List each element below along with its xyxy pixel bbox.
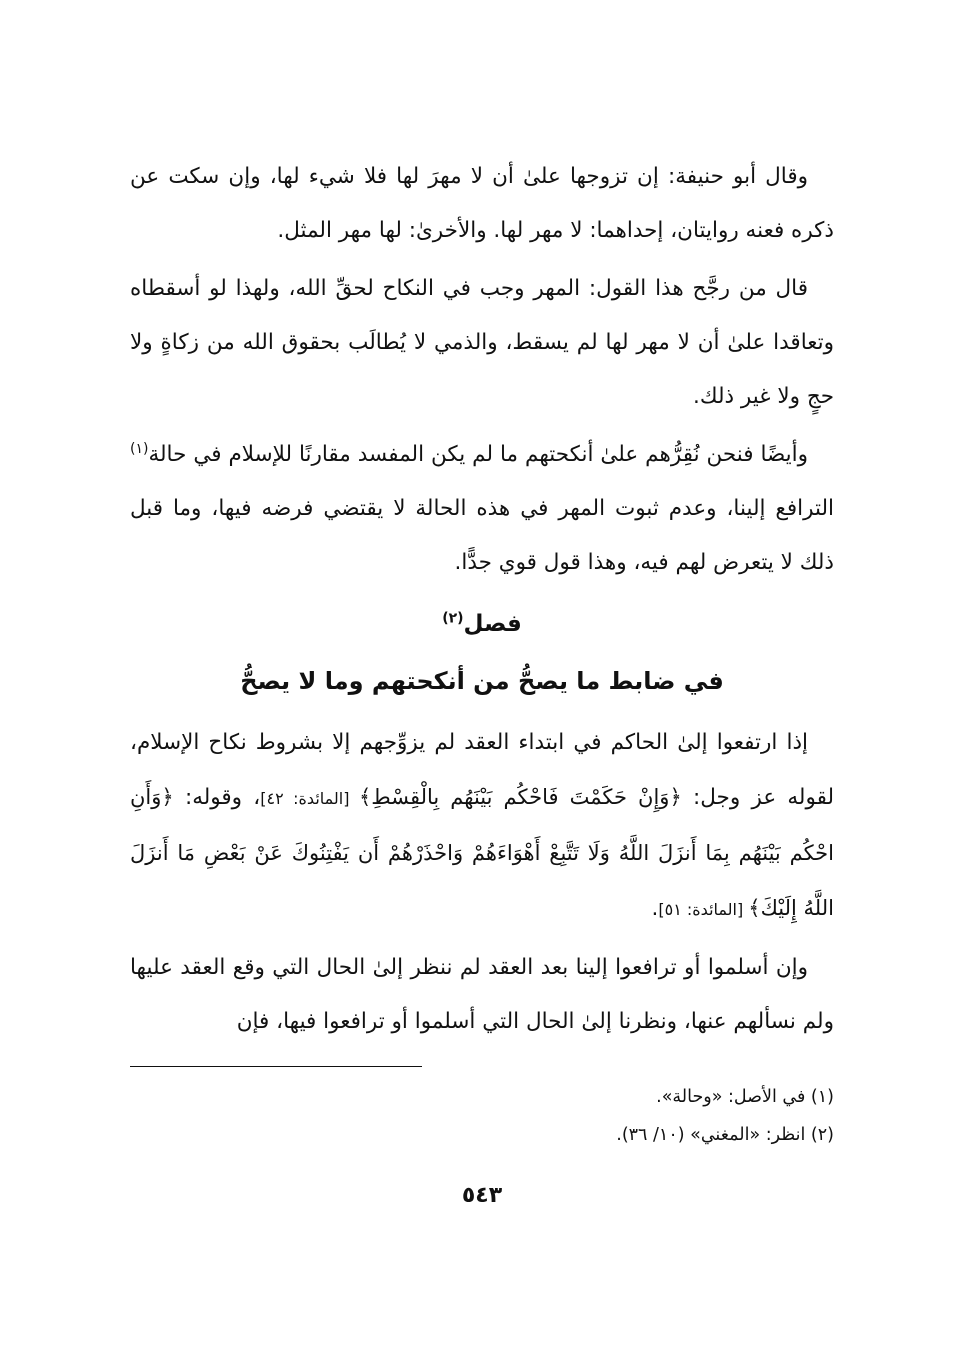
section-subtitle: في ضابط ما يصحُّ من أنكحتهم وما لا يصحُّ [240,667,724,695]
paragraph-abu-hanifa: وقال أبو حنيفة: إن تزوجها علىٰ أن لا مهرَ لها فلا شيء لها، وإن سكت عن ذكره فعنه روايتان، إحداهما: لا مهر لها. والأخرىٰ: لها مهر المثل. [130,164,834,243]
verse-reference-1: [المائدة: ٤٢] [260,789,359,808]
footnotes [130,1078,834,1154]
section-heading [130,596,834,652]
paragraph-iqrar-part2: الترافع إلينا، وعدم ثبوت المهر في هذه الحالة لا يقتضي فرضه فيها، وما قبل ذلك لا يتعرض لهم فيه، وهذا قول قوي جدًّا. [130,496,834,575]
footnote-1: (١) في الأصل: «وحالة». [656,1087,834,1107]
footnote-divider [130,1066,422,1067]
paragraph-text-2: ، وقوله: [173,785,261,810]
quran-verse-2: ﴿وَأَنِ احْكُم بَيْنَهُم بِمَا أَنزَلَ اللَّهُ وَلَا تَتَّبِعْ أَهْوَاءَهُمْ وَاحْذَرْهُمْ أَن يَفْتِنُوكَ عَنْ بَعْضِ مَا أَنزَلَ اللَّهُ إِلَيْكَ﴾ [130,785,834,920]
quran-verse-1: ﴿وَإِنْ حَكَمْتَ فَاحْكُم بَيْنَهُم بِالْقِسْطِ﴾ [358,785,682,809]
verse-reference-2: [المائدة: ٥١] [658,900,749,919]
paragraph-marriage-conditions [130,716,834,937]
paragraph-after-contract: وإن أسلموا أو ترافعوا إلينا بعد العقد لم ننظر إلىٰ الحال التي وقع العقد عليها ولم نسألهم عنها، ونظرنا إلىٰ الحال التي أسلموا أو ترافعوا فيها، فإن [130,955,834,1034]
paragraph-iqrar-part1: وأيضًا فنحن نُقِرُّهم علىٰ أنكحتهم ما لم يكن المفسد مقارنًا للإسلام في حالة [148,442,808,467]
footnote-marker-1[interactable]: (١) [130,440,149,457]
paragraph-iqrar [130,428,834,590]
section-title: فصل [463,611,522,637]
paragraph-text-1: إذا ارتفعوا إلىٰ الحاكم في ابتداء العقد لم يزوِّجهم إلا بشروط نكاح الإسلام، لقوله عز وجل: [130,730,834,810]
footnote-2: (٢) انظر: «المغني» (١٠/ ٣٦). [616,1125,834,1145]
page-body [130,150,834,1145]
paragraph-text-3: . [651,896,659,921]
page-number: ٥٤٣ [461,1183,503,1208]
paragraph-mahr-rationale: قال من رجَّح هذا القول: المهر وجب في النكاح لحقِّ الله، ولهذا لو أسقطاه وتعاقدا علىٰ أن لا مهر لها لم يسقط، والذمي لا يُطالَب بحقوق الله من زكاةٍ ولا حجٍ ولا غير ذلك. [130,276,834,409]
footnote-marker-2[interactable]: (٢) [442,610,464,627]
